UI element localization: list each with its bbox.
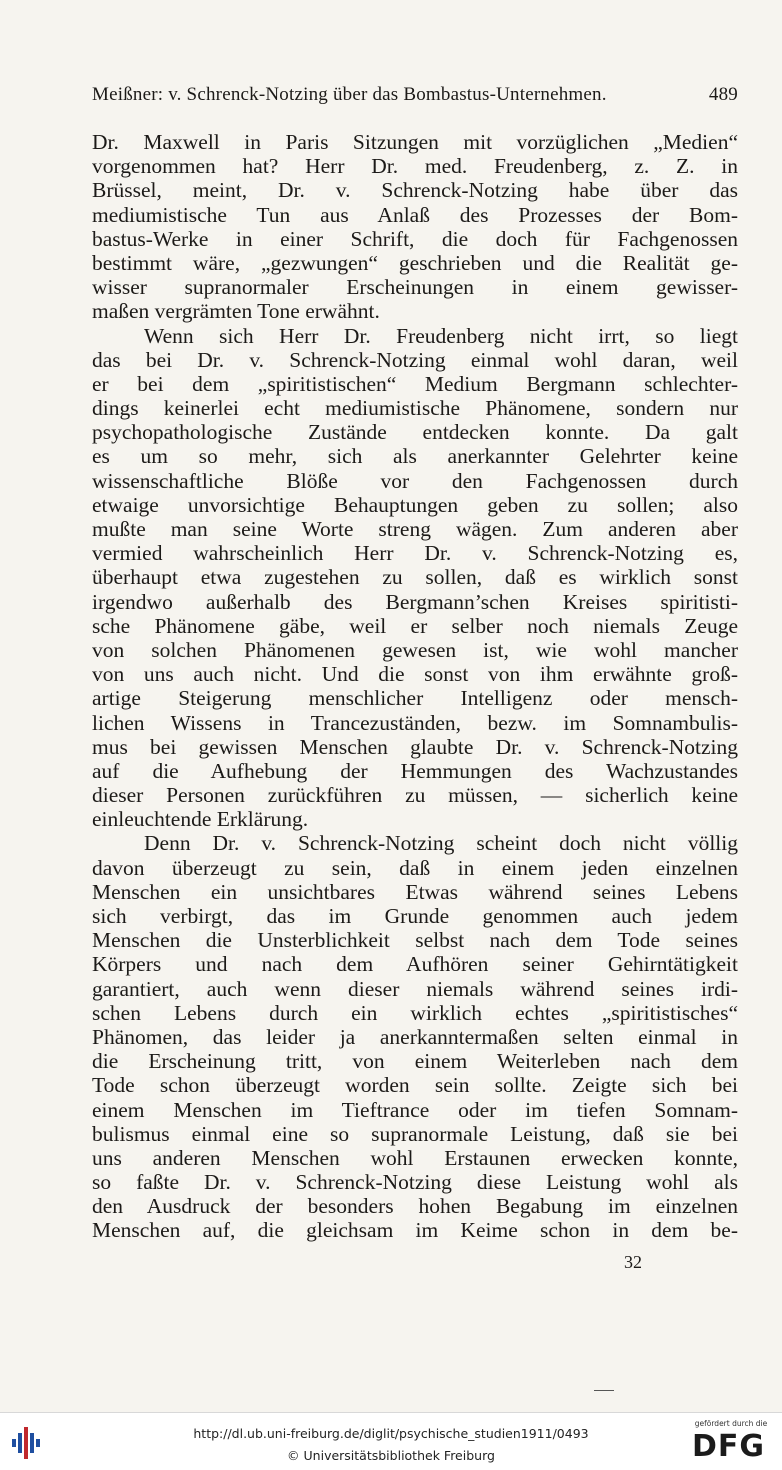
text-line: Dr. Maxwell in Paris Sitzungen mit vorzüglichen „Medien“ (92, 130, 738, 154)
text-line: davon überzeugt zu sein, daß in einem jeden einzelnen (92, 855, 738, 880)
footer-bar (0, 1412, 782, 1470)
text-line: Menschen die Unsterblichkeit selbst nach dem Tode seines (92, 928, 738, 953)
text-line: bestimmt wäre, „gezwungen“ geschrieben und die Realität ge- (92, 250, 738, 275)
running-head-page-number: 489 (708, 84, 738, 105)
footer-url-link[interactable]: http://dl.ub.uni-freiburg.de/diglit/psychische_studien1911/0493 (193, 1426, 589, 1441)
text-line: Phänomen, das leider ja anerkanntermaßen selten einmal in (92, 1024, 738, 1049)
text-line: sche Phänomene gäbe, weil er selber noch niemals Zeuge (92, 613, 738, 638)
running-head-title: Meißner: v. Schrenck-Notzing über das Bombastus-Unternehmen. (92, 84, 607, 105)
dfg-caption: gefördert durch die (694, 1419, 768, 1428)
text-line: maßen vergrämten Tone erwähnt. (92, 299, 380, 324)
text-line: vorgenommen hat? Herr Dr. med. Freudenberg, z. Z. in (92, 154, 738, 179)
text-line: sich verbirgt, das im Grunde genommen auch jedem (92, 904, 738, 928)
text-line: wisser supranormaler Erscheinungen in einem gewisser- (92, 275, 738, 300)
text-line: Brüssel, meint, Dr. v. Schrenck-Notzing habe über das (92, 178, 738, 203)
dfg-logo (688, 1419, 774, 1467)
signature-mark: 32 (624, 1252, 642, 1272)
text-line: bastus-Werke in einer Schrift, die doch für Fachgenossen (92, 226, 738, 251)
text-line: einem Menschen im Tieftrance oder im tiefen Somnam- (92, 1097, 738, 1122)
divider (594, 1390, 614, 1391)
text-line: von uns auch nicht. Und die sonst von ihm erwähnte groß- (92, 662, 738, 687)
text-line: er bei dem „spiritistischen“ Medium Bergmann schlechter- (92, 371, 738, 396)
text-line: schen Lebens durch ein wirklich echtes „spiritistisches“ (92, 1000, 738, 1025)
text-line: irgendwo außerhalb des Bergmann’schen Kreises spiritisti- (92, 589, 738, 614)
text-line: Tode schon überzeugt worden sein sollte. Zeigte sich bei (92, 1073, 738, 1098)
text-line: dieser Personen zurückführen zu müssen, — sicherlich keine (92, 783, 738, 808)
text-line: es um so mehr, sich als anerkannter Gelehrter keine (92, 444, 738, 469)
text-line: dings keinerlei echt mediumistische Phänomene, sondern nur (92, 396, 738, 421)
text-line: überhaupt etwa zugestehen zu sollen, daß es wirklich sonst (92, 565, 738, 590)
text-line: mediumistische Tun aus Anlaß des Prozesses der Bom- (92, 202, 738, 227)
text-line: Menschen ein unsichtbares Etwas während seines Lebens (92, 879, 738, 904)
text-line: etwaige unvorsichtige Behauptungen geben zu sollen; also (92, 492, 738, 517)
text-line: Denn Dr. v. Schrenck-Notzing scheint doch nicht völlig (144, 831, 738, 856)
text-line: so faßte Dr. v. Schrenck-Notzing diese Leistung wohl als (92, 1170, 738, 1195)
text-line: psychopathologische Zustände entdecken konnte. Da galt (92, 420, 738, 445)
body-text (92, 130, 738, 1243)
text-line: von solchen Phänomenen gewesen ist, wie wohl mancher (92, 637, 738, 662)
text-line: auf die Aufhebung der Hemmungen des Wachzustandes (92, 758, 738, 783)
text-line: uns anderen Menschen wohl Erstaunen erwecken konnte, (92, 1145, 738, 1170)
text-line: wissenschaftliche Blöße vor den Fachgenossen durch (92, 468, 738, 493)
text-line: Menschen auf, die gleichsam im Keime schon in dem be- (92, 1218, 738, 1243)
text-line: Körpers und nach dem Aufhören seiner Gehirntätigkeit (92, 952, 738, 977)
text-line: lichen Wissens in Trancezuständen, bezw. im Somnambulis- (92, 710, 738, 735)
text-line: die Erscheinung tritt, von einem Weiterleben nach dem (92, 1049, 738, 1074)
footer-copyright: © Universitätsbibliothek Freiburg (287, 1448, 495, 1463)
text-line: vermied wahrscheinlich Herr Dr. v. Schrenck-Notzing es, (92, 541, 738, 566)
text-line: artige Steigerung menschlicher Intelligenz oder mensch- (92, 686, 738, 711)
text-line: mus bei gewissen Menschen glaubte Dr. v. Schrenck-Notzing (92, 734, 738, 759)
text-line: mußte man seine Worte streng wägen. Zum anderen aber (92, 517, 738, 541)
running-head (92, 84, 738, 106)
text-line: bulismus einmal eine so supranormale Leistung, daß sie bei (92, 1121, 738, 1146)
text-line: garantiert, auch wenn dieser niemals während seines irdi- (92, 976, 738, 1001)
text-line: Wenn sich Herr Dr. Freudenberg nicht irrt, so liegt (144, 323, 738, 348)
dfg-wordmark: DFG (692, 1429, 766, 1464)
text-line: einleuchtende Erklärung. (92, 807, 309, 832)
text-line: das bei Dr. v. Schrenck-Notzing einmal wohl daran, weil (92, 347, 738, 372)
text-line: den Ausdruck der besonders hohen Begabung im einzelnen (92, 1194, 738, 1219)
